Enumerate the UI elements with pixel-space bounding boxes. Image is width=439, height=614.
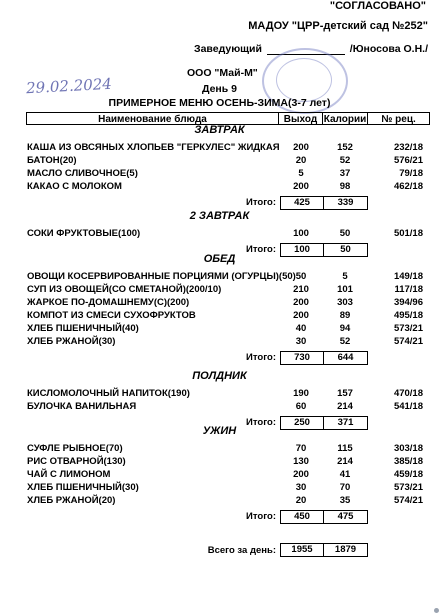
section-total-output: 730 — [280, 351, 324, 365]
day-total-label: Всего за день: — [207, 545, 276, 556]
dish-name: СУФЛЕ РЫБНОЕ(70) — [27, 443, 123, 454]
section-title: ПОЛДНИК — [192, 370, 247, 382]
dish-name: БУЛОЧКА ВАНИЛЬНАЯ — [27, 401, 137, 412]
dish-recipe-number: 232/18 — [393, 142, 423, 153]
dish-output: 30 — [295, 336, 307, 347]
dish-calories: 52 — [339, 155, 351, 166]
dish-recipe-number: 79/18 — [399, 168, 423, 179]
section-total-calories: 371 — [324, 416, 368, 430]
dish-output: 20 — [295, 155, 307, 166]
section-total-output: 450 — [280, 510, 324, 524]
dish-calories: 303 — [337, 297, 353, 308]
dish-output: 130 — [293, 456, 309, 467]
day-total-output: 1955 — [280, 543, 324, 557]
section-total-label: Итого: — [246, 417, 276, 428]
dish-output: 200 — [293, 310, 309, 321]
dish-recipe-number: 501/18 — [393, 228, 423, 239]
dish-calories: 52 — [339, 336, 351, 347]
dish-calories: 50 — [339, 228, 351, 239]
dish-name: КАКАО С МОЛОКОМ — [27, 181, 122, 192]
dish-recipe-number: 495/18 — [393, 310, 423, 321]
dish-output: 200 — [293, 297, 309, 308]
company-name: ООО "Май-М" — [187, 67, 258, 79]
dish-recipe-number: 117/18 — [394, 284, 423, 295]
head-name: /Юносова О.Н./ — [349, 43, 428, 55]
section-total-output: 425 — [280, 196, 324, 210]
dish-recipe-number: 149/18 — [393, 271, 423, 282]
dish-output: 60 — [295, 401, 307, 412]
dish-name: ЧАЙ С ЛИМОНОМ — [27, 469, 111, 480]
section-total-label: Итого: — [246, 511, 276, 522]
dish-recipe-number: 470/18 — [393, 388, 423, 399]
dish-name: СУП ИЗ ОВОЩЕЙ(СО СМЕТАНОЙ)(200/10) — [27, 284, 222, 295]
section-total-label: Итого: — [246, 244, 276, 255]
section-title: 2 ЗАВТРАК — [189, 210, 250, 222]
dish-recipe-number: 541/18 — [393, 401, 423, 412]
dish-output: 200 — [293, 142, 309, 153]
dish-name: СОКИ ФРУКТОВЫЕ(100) — [27, 228, 141, 239]
column-header-name: Наименование блюда — [26, 112, 279, 125]
section-title: ОБЕД — [203, 253, 236, 265]
dish-name: РИС ОТВАРНОЙ(130) — [27, 456, 126, 467]
dish-name: ХЛЕБ ПШЕНИЧНЫЙ(30) — [27, 482, 139, 493]
dish-calories: 157 — [337, 388, 353, 399]
dish-output: 190 — [293, 388, 309, 399]
dish-name: КОМПОТ ИЗ СМЕСИ СУХОФРУКТОВ — [27, 310, 196, 321]
column-header-calories: Калории — [323, 114, 367, 125]
section-total-calories: 339 — [324, 196, 368, 210]
section-total-label: Итого: — [246, 197, 276, 208]
dish-output: 200 — [293, 469, 309, 480]
dish-output: 200 — [293, 181, 309, 192]
dish-calories: 37 — [339, 168, 351, 179]
dish-calories: 152 — [337, 142, 353, 153]
column-header-output: Выход — [279, 112, 323, 125]
dish-recipe-number: 459/18 — [393, 469, 423, 480]
section-total-calories: 644 — [324, 351, 368, 365]
dish-calories: 94 — [339, 323, 351, 334]
section-total-output: 250 — [280, 416, 324, 430]
dish-calories: 5 — [342, 271, 348, 282]
dish-calories: 214 — [337, 401, 353, 412]
section-title: УЖИН — [202, 425, 237, 437]
dish-recipe-number: 574/21 — [393, 336, 423, 347]
dish-name: ЖАРКОЕ ПО-ДОМАШНЕМУ(С)(200) — [27, 297, 190, 308]
scroll-indicator[interactable] — [434, 608, 439, 613]
stamp-inner-ring — [276, 58, 332, 102]
section-total-calories: 50 — [324, 243, 368, 257]
approval-heading: "СОГЛАСОВАНО" — [329, 0, 426, 12]
dish-name: БАТОН(20) — [27, 155, 77, 166]
section-total-label: Итого: — [246, 352, 276, 363]
dish-output: 30 — [295, 482, 307, 493]
dish-recipe-number: 576/21 — [393, 155, 423, 166]
dish-recipe-number: 385/18 — [393, 456, 423, 467]
dish-output: 210 — [293, 284, 309, 295]
menu-day: День 9 — [201, 83, 237, 95]
dish-recipe-number: 573/21 — [393, 482, 423, 493]
dish-output: 20 — [295, 495, 307, 506]
dish-recipe-number: 462/18 — [393, 181, 423, 192]
dish-calories: 101 — [337, 284, 353, 295]
handwritten-date: 29.02.2024 — [25, 74, 113, 98]
dish-calories: 214 — [337, 456, 353, 467]
dish-calories: 89 — [339, 310, 351, 321]
dish-calories: 35 — [339, 495, 351, 506]
section-total-output: 100 — [280, 243, 324, 257]
dish-name: ХЛЕБ РЖАНОЙ(20) — [27, 495, 116, 506]
dish-name: КАША ИЗ ОВСЯНЫХ ХЛОПЬЕВ "ГЕРКУЛЕС" ЖИДКАЯ — [27, 142, 280, 153]
dish-recipe-number: 394/96 — [393, 297, 423, 308]
dish-name: ХЛЕБ ПШЕНИЧНЫЙ(40) — [27, 323, 139, 334]
dish-calories: 41 — [339, 469, 351, 480]
dish-calories: 70 — [339, 482, 351, 493]
section-total-calories: 475 — [324, 510, 368, 524]
dish-calories: 98 — [339, 181, 351, 192]
dish-output: 70 — [295, 443, 307, 454]
dish-output: 5 — [298, 168, 304, 179]
head-label: Заведующий — [194, 43, 262, 55]
dish-name: ХЛЕБ РЖАНОЙ(30) — [27, 336, 116, 347]
dish-recipe-number: 574/21 — [393, 495, 423, 506]
day-total-calories: 1879 — [324, 543, 368, 557]
menu-title: ПРИМЕРНОЕ МЕНЮ ОСЕНЬ-ЗИМА(3-7 лет) — [108, 97, 331, 109]
dish-recipe-number: 303/18 — [393, 443, 423, 454]
organization-name: МАДОУ "ЦРР-детский сад №252" — [248, 20, 428, 32]
dish-output: 50 — [295, 271, 307, 282]
dish-output: 40 — [295, 323, 307, 334]
section-title: ЗАВТРАК — [194, 124, 245, 136]
dish-name: МАСЛО СЛИВОЧНОЕ(5) — [27, 168, 138, 179]
column-header-recipe: № рец. — [368, 112, 430, 125]
dish-name: ОВОЩИ КОСЕРВИРОВАННЫЕ ПОРЦИЯМИ (ОГУРЦЫ)(50) — [27, 271, 296, 282]
dish-recipe-number: 573/21 — [393, 323, 423, 334]
dish-output: 100 — [293, 228, 309, 239]
dish-name: КИСЛОМОЛОЧНЫЙ НАПИТОК(190) — [27, 388, 190, 399]
dish-calories: 115 — [337, 443, 353, 454]
